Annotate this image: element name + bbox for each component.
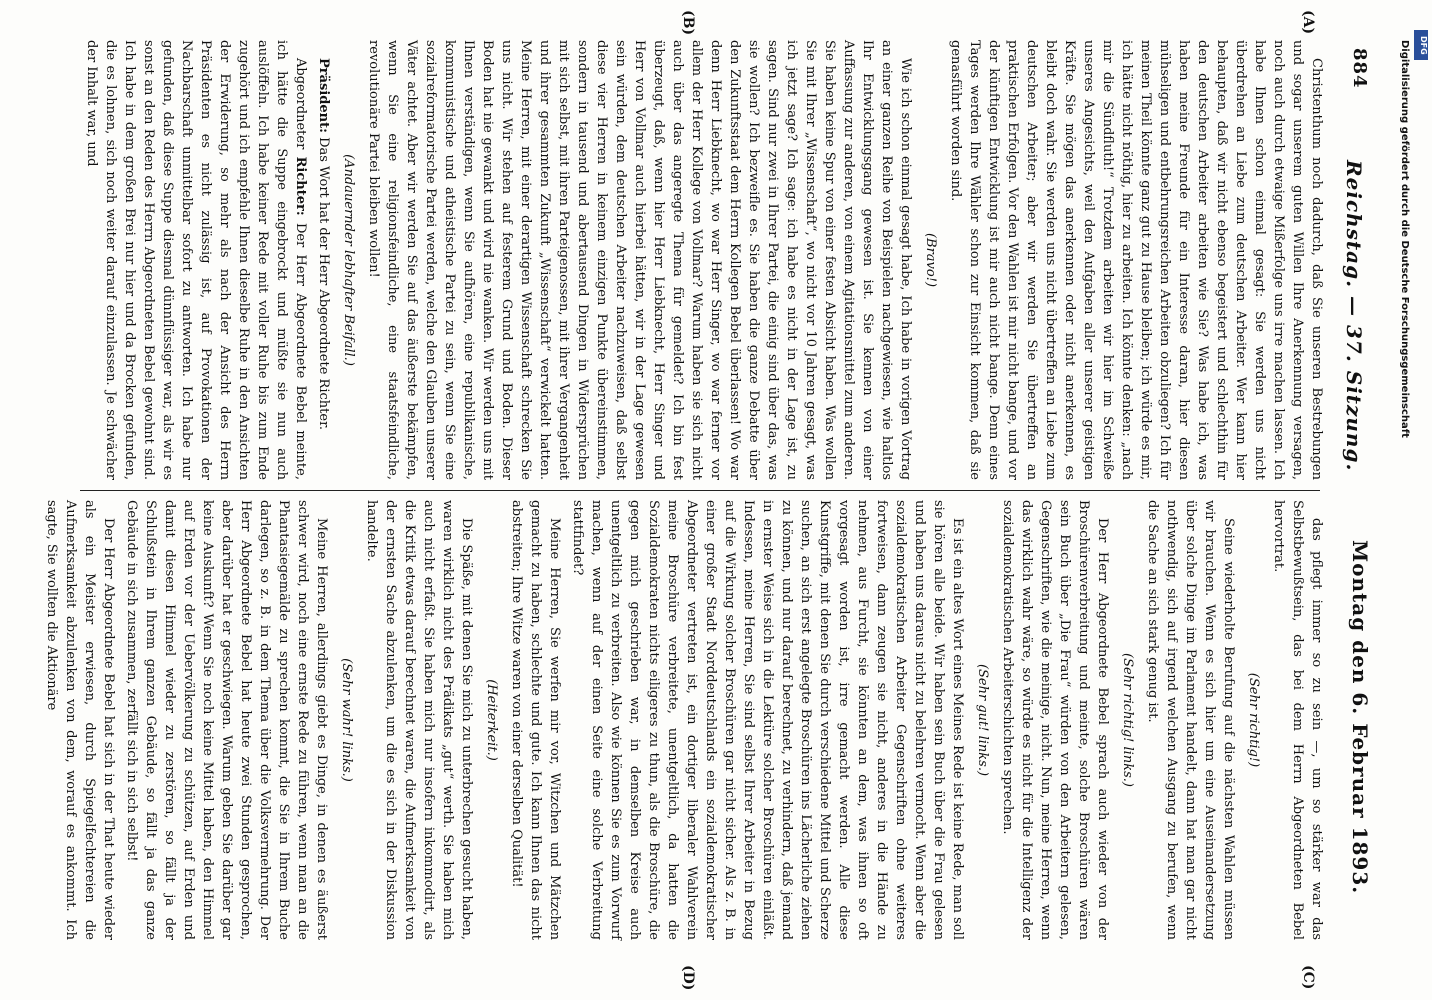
digitization-credit [1399,40,1426,960]
interjection-sehr-richtig: (Sehr richtig!) [1246,672,1261,768]
paragraph: Es ist ein altes Wort eines Meines Rede ist keine Rede, man soll sie hören alle beide. Wir haben sein Buch über die Frau gelesen und haben uns daraus nicht zu belehren vermocht. Wenn aber die sozialdemokratischen Arbeiter Gegenschriften ohne weiteres fortweisen, dann zeugen sie nicht, anderes in die Hände zu nehmen, aus Furcht, sie könnten an dem, was ihnen so oft vorgesagt worden ist, irre gemacht werden. Alle diese Kunstgriffe, mit denen Sie durch verschiedene Mittel und Scherze suchen, an sich erst angelegte Broschüren ins Lächerliche ziehen zu können, und nur darauf berechnet, zu verhindern, daß jemand in ernster Weise sich in die Lektüre solcher Broschüren einläßt. Indessen, meine Herren, Sie sind selbst Ihrer Arbeiter in Bezug auf die Wirkung solcher Broschüren gar nicht sicher. Als z. B. in einer großer Stadt Norddeutschlands ein sozialdemokratischer Abgeordneter vertreten ist, ein dortiger liberaler Wahlverein meine Broschüre verbreitete, unentgeltlich, da hatten die Sozialdemokraten nichts eiligeres zu thun, als die Broschüre, die gegen mich geschrieben war, in demselben Kreise auch unentgeltlich zu verbreiten. Also wie können Sie es zum Vorwurf machen, wenn auf der einen Seite eine solche Verbreitung stattfindet? [570,500,965,940]
paragraph: Meine Herren, allerdings giebt es Dinge, in denen es äußerst schwer wird, noch eine ernste Rede zu führen, wenn man an die Phantasiegemälde zu sprechen kommt, die Sie in Ihrem Buche darlegen, so z. B. in dem Thema über die Volksvermehrung. Der Herr Abgeordnete Bebel hat heute zwei Stunden gesprochen, aber darüber hat er geschwiegen. Warum geben Sie darüber gar keine Auskunft? Wenn Sie noch keine Mittel haben, den Himmel auf Erden vor der Uebervölkerung zu schützen, auf Erden und damit diesen Himmel wieder zu zerstören, so fällt ja der Schlußstein in Ihrem ganzen Gebäude, so fällt ja das ganze Gebäude in sich zusammen, zerfällt sich in sich selbst! [124,500,329,940]
header-right-title: Montag den 6. Februar 1893. [1348,540,1372,895]
paragraph: Die Späße, mit denen Sie mich zu unterbrechen gesucht haben, waren wirklich nicht des Prädikats „gut“ werth. Sie haben mich auch nicht erfaßt. Sie haben mich nur insofern inkommodirt, als die Kritik etwas darauf berechnet waren, die Aufmerksamkeit von der ernsten Sache abzulenken, um die es sich in der Diskussion handelte. [364,500,474,940]
margin-marker-b: (B) [680,10,696,36]
dfg-logo: DFG [1414,30,1428,60]
margin-marker-c: (C) [1300,965,1316,990]
president-text: Das Wort hat der Herr Abgeordnete Richter. [316,137,331,430]
margin-marker-d: (D) [680,965,696,991]
interjection-bravo: (Bravo!) [923,232,938,288]
paragraph: Der Herr Abgeordnete Bebel hat sich in der That heute wieder als ein Meister erwiesen, durch Spiegelfechtereien die Aufmerksamkeit abzulenken von dem, worauf es ankommt. Ich sagte, Sie wollten die Aktionäre [44,500,116,940]
margin-marker-a: (A) [1300,10,1316,35]
speaker-richter: Richter: [293,156,308,216]
speaker-president: Präsident: [316,58,331,133]
paragraph: Meine Herren, Sie werfen mir vor, Witzchen und Mätzchen gemacht zu haben, schlechte und gute. Ich kann Ihnen das nicht abstreiten; Ihre Witze waren von einer derselben Qualität! [509,500,562,940]
interjection-sehr-wahr: (Sehr wahr! links.) [339,658,354,782]
interjection-heiterkeit: (Heiterkeit.) [484,679,499,761]
paragraph: das pflegt immer so zu sein —, um so stärker war das Selbstbewußtsein, das bei dem Herrn Abgeordneten Bebel hervortrat. [1271,500,1324,940]
richter-text: Der Herr Abgeordnete Bebel meinte, ich hätte die Suppe eingebrockt und müßte sie nun auch auslöffeln. Ich habe keiner Rede mit voller Ruhe bis zum Ende zugehört und ich empfehle Ihnen dieselbe Ruhe in den Ansichten der Erwiderung, so mehr als nach der Ansicht des Herrn Präsidenten es nicht zulässig ist, auf Provokationen der Nachbarschaft unmittelbar sofort zu antworten. Ich habe nur gefunden, daß diese Suppe diesmal dünnflüssiger war, als wir es sonst an den Reden des Herrn Abgeordneten Bebel gewohnt sind. Ich habe in dem großen Brei nur hier und da Brocken gefunden, die es lohnen, sich noch weiter darauf einzulassen. Je schwächer der Inhalt war, und [84,40,308,480]
president-paragraph [314,40,333,480]
richter-paragraph [82,40,310,480]
richter-intro: Abgeordneter [293,58,308,150]
paragraph: Wie ich schon einmal gesagt habe, Ich habe in vorigen Vortrag an einer ganzen Reihe von Beispielen nachgewiesen, wie haltlos Ihr Entwicklungsgang gewesen ist. Sie kennen von einer Auffassung zur anderen, von einem Agitationsmittel zum anderen. Sie haben keine Spur von einer festen Absicht haben. Was wollen Sie mit Ihrer „Wissenschaft“, wo nicht vor 10 Jahren gesagt, was ich jetzt sage? Ich sage: ich habe es nicht in der Lage ist, zu sagen. Sind nur zwei in Ihrer Partei, die einig sind über das, was sie wollen? Ich bezweifle es. Sie haben die ganze Debatte über den Zukunftsstaat dem Herrn Kollegen Bebel überlassen! Wo war denn Herr Liebknecht, wo war Herr Singer, wo war ferner vor allem der Herr Kollege von Vollmar? Warum haben sie sich nicht auch über das angeregte Thema für gemeldet? Ich bin fest überzeugt, daß, wenn hier Herr Liebknecht, Herr Singer und Herr von Vollmar auch hierbei hätten, wir in der Lage gewesen sein würden, dem deutschen Arbeiter nachzuweisen, daß selbst diese vier Herren in keinem einzigen Punkte übereinstimmen, sondern in tausend und abertausend Dingen in Widersprüchen mit sich selbst, mit ihren Parteigenossen, mit ihrer Vergangenheit und ihrer gesammten Zukunft „Wissenschaft“ verwickelt hatten. Meine Herren, mit einer derartigen Wissenschaft schrecken Sie uns nicht. Wir stehen auf festerem Grund und Boden. Dieser Boden hat nie gewankt und wird nie wanken. Wir werden uns mit Ihnen verständigen, wenn Sie aufhören, eine republikanische, kommunistische und atheistische Partei zu sein, wenn Sie eine sozialreformatorische Partei werden, welche den Glauben unserer Väter achtet. Aber wir werden Sie auf das äußerste bekämpfen, wenn Sie eine religionsfeindliche, eine staatsfeindliche, revolutionäre Partei bleiben wollen! [366,40,913,480]
paragraph: Der Herr Abgeordnete Bebel sprach auch wieder von der Broschürenverbreitung und meinte, solche Broschüren wären sein Buch über „Die Frau“ würden von den Arbeitern gelesen, Gegenschriften, wie die meinige, nicht. Nun, meine Herren, wenn das wirklich wahr wäre, so würde es nicht für die Intelligenz der sozialdemokratischen Arbeiterschichten sprechen. [1000,500,1110,940]
paragraph: Seine wiederholte Berufung auf die nächsten Wahlen müssen wir brauchen. Wenn es sich hier um eine Auseinandersetzung über solche Dinge im Parlament handelt, dann hat man gar nicht nothwendig, sich auf irgend welchen Ausgang zu berufen, wenn die Sache an sich stark genug ist. [1145,500,1236,940]
page-number: 884 [1349,48,1370,89]
interjection-sehr-gut: (Sehr gut! links.) [975,663,990,777]
interjection-sehr-richtig-links: (Sehr richtig! links.) [1120,653,1135,787]
right-column [44,500,1326,940]
column-divider [80,490,1320,491]
page-header [1326,40,1386,960]
paragraph: Christenthum noch dadurch, daß Sie unseren Bestrebungen und sogar unserem guten Willen Ihre Anerkennung versagen, noch auch durch etwaige Mißerfolge uns irre machen lassen. Ich habe Ihnen schon einmal gesagt: Sie werden uns nicht überdrehen an Liebe zum deutschen Arbeiter. Wer kann hier behaupten, daß wir nicht ebenso begeistert und schlechthin für den deutschen Arbeiter arbeiten wie Sie? Was habe ich, was haben meine Freunde für ein Interesse daran, hier diesen mühseligen und entbehrungsreichen Arbeiten obzuliegen? Ich für meinen Theil könnte ganz gut zu Hause bleiben; ich würde es mir, ich hätte nicht nöthig, hier zu arbeiten. Ich könnte denken: „nach mir die Sündfluth!“ Trotzdem arbeiten wir hier im Schweiße unseres Angesichts, weil den Aufgaben aller unserer geistigen Kräfte. Sie mögen das anerkennen oder nicht anerkennen, es bleibt doch wahr. Sie werden uns nicht übertreffen an Liebe zum deutschen Arbeiter; aber wir werden Sie übertreffen an praktischen Erfolgen. Vor den Wahlen ist mir nicht bange, und vor der künftigen Entwicklung ist mir auch nicht bange. Denn eines Tages werden Ihre Wähler schon zur Einsicht kommen, daß sie genasführt worden sind. [948,40,1324,480]
document-page [44,10,1386,991]
header-left-title: Reichstag. — 37. Sitzung. [1342,160,1366,472]
credit-text: Digitalisierung gefördert durch die Deutsche Forschungsgemeinschaft [1399,40,1410,438]
interjection-applause: (Andauernder lebhafter Beifall.) [341,154,356,366]
left-column [56,40,1326,480]
